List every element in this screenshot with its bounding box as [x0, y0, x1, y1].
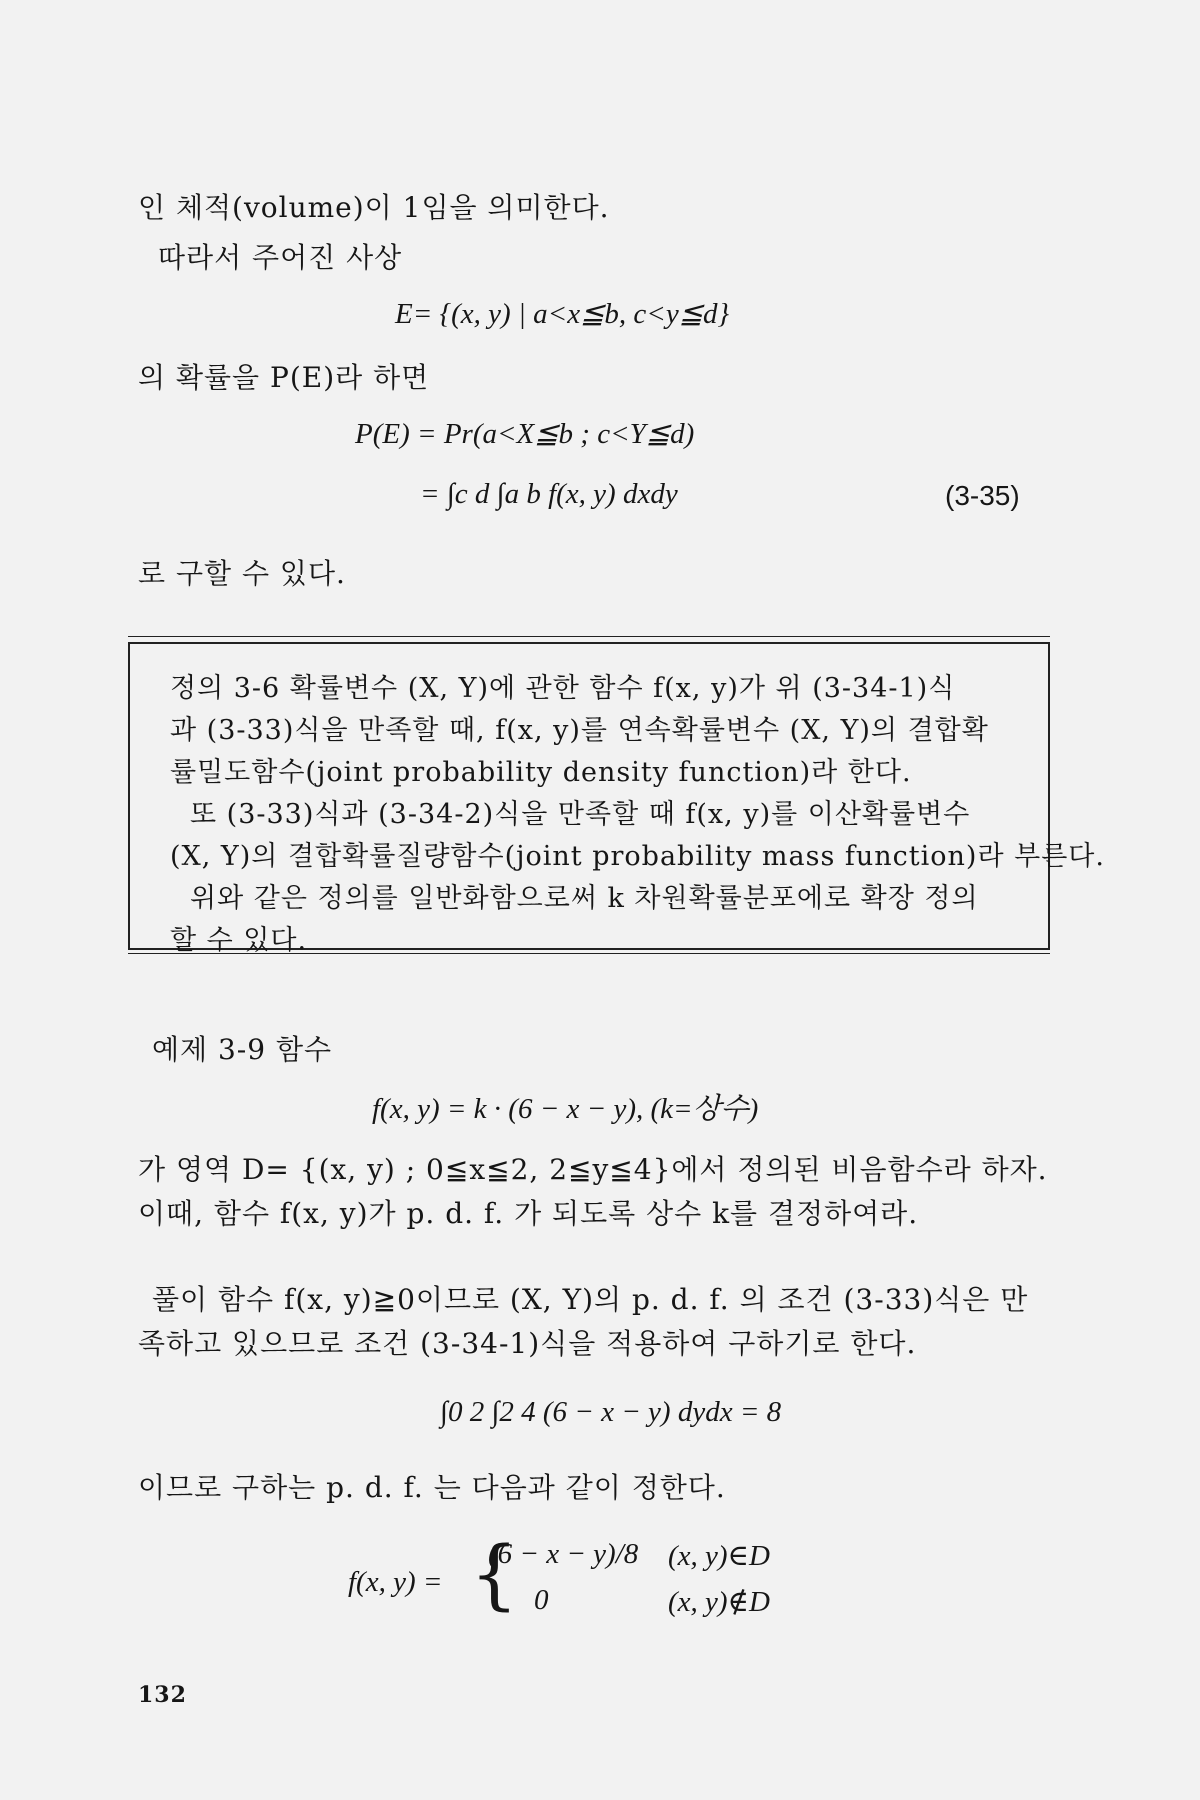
- equation-number-3-35: (3-35): [945, 480, 1020, 511]
- event-set-formula: E= {(x, y) | a<x≦b, c<y≦d}: [395, 298, 730, 330]
- pdf-case-2-value: 0: [534, 1584, 549, 1616]
- definition-line-2: 과 (3-33)식을 만족할 때, f(x, y)를 연속확률변수 (X, Y)의 결합확: [170, 715, 989, 746]
- example-line-domain: 가 영역 D= {(x, y) ; 0≦x≦2, 2≦y≦4}에서 정의된 비음함수라 하자.: [138, 1153, 1048, 1186]
- text-line-probability: 의 확률을 P(E)라 하면: [138, 361, 430, 394]
- solution-line-2: 족하고 있으므로 조건 (3-34-1)식을 적용하여 구하기로 한다.: [138, 1327, 917, 1360]
- definition-line-4: 또 (3-33)식과 (3-34-2)식을 만족할 때 f(x, y)를 이산확률변수: [190, 799, 971, 830]
- definition-line-5: (X, Y)의 결합확률질량함수(joint probability mass function)라 부른다.: [170, 841, 1105, 872]
- solution-line-1: 풀이 함수 f(x, y)≧0이므로 (X, Y)의 p. d. f. 의 조건 (3-33)식은 만: [152, 1283, 1029, 1316]
- piecewise-brace: {: [470, 1529, 519, 1618]
- text-line-volume: 인 체적(volume)이 1임을 의미한다.: [138, 191, 610, 224]
- example-heading: 예제 3-9 함수: [152, 1033, 333, 1066]
- text-line-conclusion: 로 구할 수 있다.: [138, 557, 346, 590]
- solution-line-3: 이므로 구하는 p. d. f. 는 다음과 같이 정한다.: [138, 1471, 726, 1504]
- pdf-case-1-condition: (x, y)∈D: [668, 1540, 770, 1572]
- pdf-case-1-value: (6 − x − y)/8: [488, 1538, 639, 1570]
- definition-line-6: 위와 같은 정의를 일반화함으로써 k 차원확률분포에로 확장 정의: [190, 883, 979, 914]
- double-integral-formula: = ∫c d ∫a b f(x, y) dxdy: [420, 478, 678, 510]
- definition-box: [128, 642, 1105, 956]
- solution-integral: ∫0 2 ∫2 4 (6 − x − y) dydx = 8: [440, 1396, 782, 1428]
- page-number: 132: [138, 1682, 187, 1708]
- example-function-formula: f(x, y) = k · (6 − x − y), (k=상수): [372, 1093, 759, 1125]
- example-line-question: 이때, 함수 f(x, y)가 p. d. f. 가 되도록 상수 k를 결정하여라.: [138, 1197, 919, 1230]
- text-line-event: 따라서 주어진 사상: [158, 241, 403, 274]
- definition-line-1: 정의 3-6 확률변수 (X, Y)에 관한 함수 f(x, y)가 위 (3-34-1)식: [170, 673, 956, 704]
- pdf-case-2-condition: (x, y)∉D: [668, 1586, 770, 1618]
- pdf-definition-lhs: f(x, y) =: [348, 1566, 443, 1598]
- definition-line-3: 률밀도함수(joint probability density function)라 한다.: [170, 757, 912, 788]
- probability-formula: P(E) = Pr(a<X≦b ; c<Y≦d): [355, 418, 695, 450]
- definition-line-7: 할 수 있다.: [170, 925, 308, 956]
